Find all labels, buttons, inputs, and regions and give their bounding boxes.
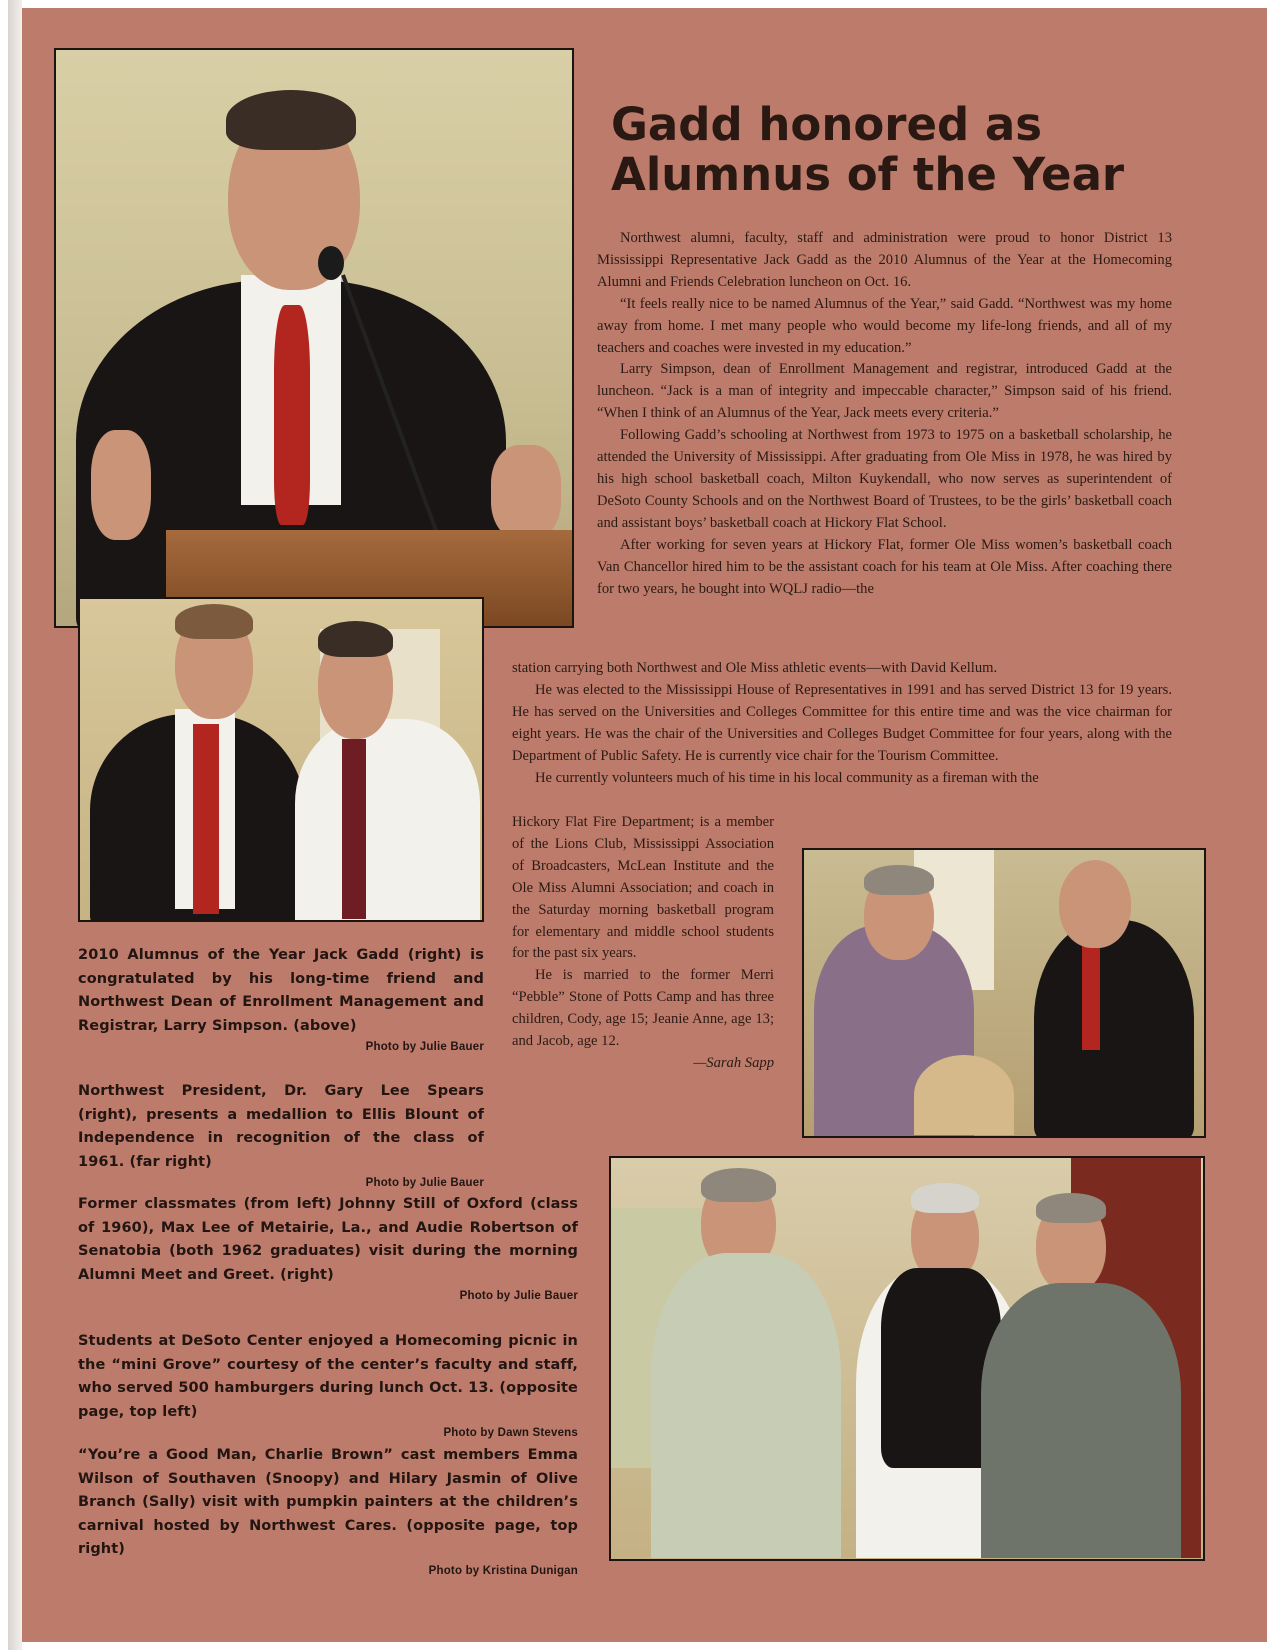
photo-caption (78, 1080, 484, 1192)
caption-text: “You’re a Good Man, Charlie Brown” cast members Emma Wilson of Southaven (Snoopy) and Hilary Jasmin of Olive Branch (Sally) visit with pumpkin painters at the children’s carnival hosted by Northwest Cares. (opposite page, top right) (78, 1447, 578, 1557)
photo-credit: Photo by Julie Bauer (365, 1177, 484, 1189)
article-paragraph: He currently volunteers much of his time in his local community as a fireman with the (535, 769, 1039, 786)
article-paragraph: He is married to the former Merri “Pebble” Stone of Potts Camp and has three children, Cody, age 15; Jeanie Anne, age 13; and Jacob, age 12. (512, 967, 774, 1050)
article-paragraph: Following Gadd’s schooling at Northwest from 1973 to 1975 on a basketball scholarship, he attended the University of Mississippi. After graduating from Ole Miss in 1978, he was hired by his high school basketball coach, Milton Kuykendall, who now serves as superintendent of DeSoto County Schools and on the Northwest Board of Trustees, to be the girls’ basketball coach and assistant boys’ basketball coach at Hickory Flat School. (597, 427, 1172, 531)
article-paragraph: After working for seven years at Hickory Flat, former Ole Miss women’s basketball coach Van Chancellor hired him to be the assistant coach for his team at Ole Miss. After coaching there for two years, he bought into WQLJ radio—the (597, 536, 1172, 597)
photo-credit: Photo by Julie Bauer (365, 1041, 484, 1053)
photo-gadd-and-simpson (78, 597, 484, 922)
photo-credit: Photo by Dawn Stevens (443, 1427, 578, 1439)
photo-former-classmates (609, 1156, 1205, 1561)
article-column-wide (512, 658, 1172, 789)
article-paragraph: station carrying both Northwest and Ole Miss athletic events—with David Kellum. (512, 660, 998, 676)
photo-credit: Photo by Julie Bauer (459, 1290, 578, 1302)
photo-caption (78, 944, 484, 1056)
article-column-narrow (512, 812, 774, 1075)
article-byline: —Sarah Sapp (693, 1054, 774, 1071)
caption-text: Students at DeSoto Center enjoyed a Homecoming picnic in the “mini Grove” courtesy of the center’s faculty and staff, who served 500 hamburgers during lunch Oct. 13. (opposite page, top left) (78, 1333, 578, 1420)
article-headline: Gadd honored as Alumnus of the Year (611, 98, 1125, 201)
article-paragraph: Larry Simpson, dean of Enrollment Management and registrar, introduced Gadd at the luncheon. “Jack is a man of integrity and impeccable character,” Simpson said of his friend. “When I think of an Alumnus of the Year, Jack meets every criteria.” (597, 361, 1172, 422)
photo-medallion-presentation (802, 848, 1206, 1138)
article-column-top (597, 228, 1172, 600)
photo-caption (78, 1193, 578, 1305)
caption-text: Former classmates (from left) Johnny Still of Oxford (class of 1960), Max Lee of Metairie, La., and Audie Robertson of Senatobia (both 1962 graduates) visit during the morning Alumni Meet and Greet. (right) (78, 1196, 578, 1283)
caption-text: Northwest President, Dr. Gary Lee Spears (right), presents a medallion to Ellis Blount of Independence in recognition of the class of 1961. (far right) (78, 1083, 484, 1170)
article-paragraph: Northwest alumni, faculty, staff and administration were proud to honor District 13 Mississippi Representative Jack Gadd as the 2010 Alumnus of the Year at the Homecoming Alumni and Friends Celebration luncheon on Oct. 16. (597, 230, 1172, 290)
photo-caption (78, 1444, 578, 1580)
page-edge (8, 0, 22, 1650)
caption-text: 2010 Alumnus of the Year Jack Gadd (right) is congratulated by his long-time friend and Northwest Dean of Enrollment Management and Registrar, Larry Simpson. (above) (78, 947, 484, 1034)
photo-caption (78, 1330, 578, 1442)
article-paragraph: He was elected to the Mississippi House of Representatives in 1991 and has served District 13 for 19 years. He has served on the Universities and Colleges Committee for this entire time and was the vice chairman for eight years. He was the chair of the Universities and Colleges Budget Committee for four years, along with the Department of Public Safety. He is currently vice chair for the Tourism Committee. (512, 681, 1172, 764)
photo-credit: Photo by Kristina Dunigan (428, 1564, 578, 1577)
photo-gadd-at-podium (54, 48, 574, 628)
article-paragraph: “It feels really nice to be named Alumnus of the Year,” said Gadd. “Northwest was my home away from home. I met many people who would become my life-long friends, and all of my teachers and coaches were invested in my education.” (597, 295, 1172, 356)
article-paragraph: Hickory Flat Fire Department; is a member of the Lions Club, Mississippi Association of Broadcasters, McLean Institute and the Ole Miss Alumni Association; and coach in the Saturday morning basketball program for elementary and middle school students for the past six years. (512, 814, 774, 962)
